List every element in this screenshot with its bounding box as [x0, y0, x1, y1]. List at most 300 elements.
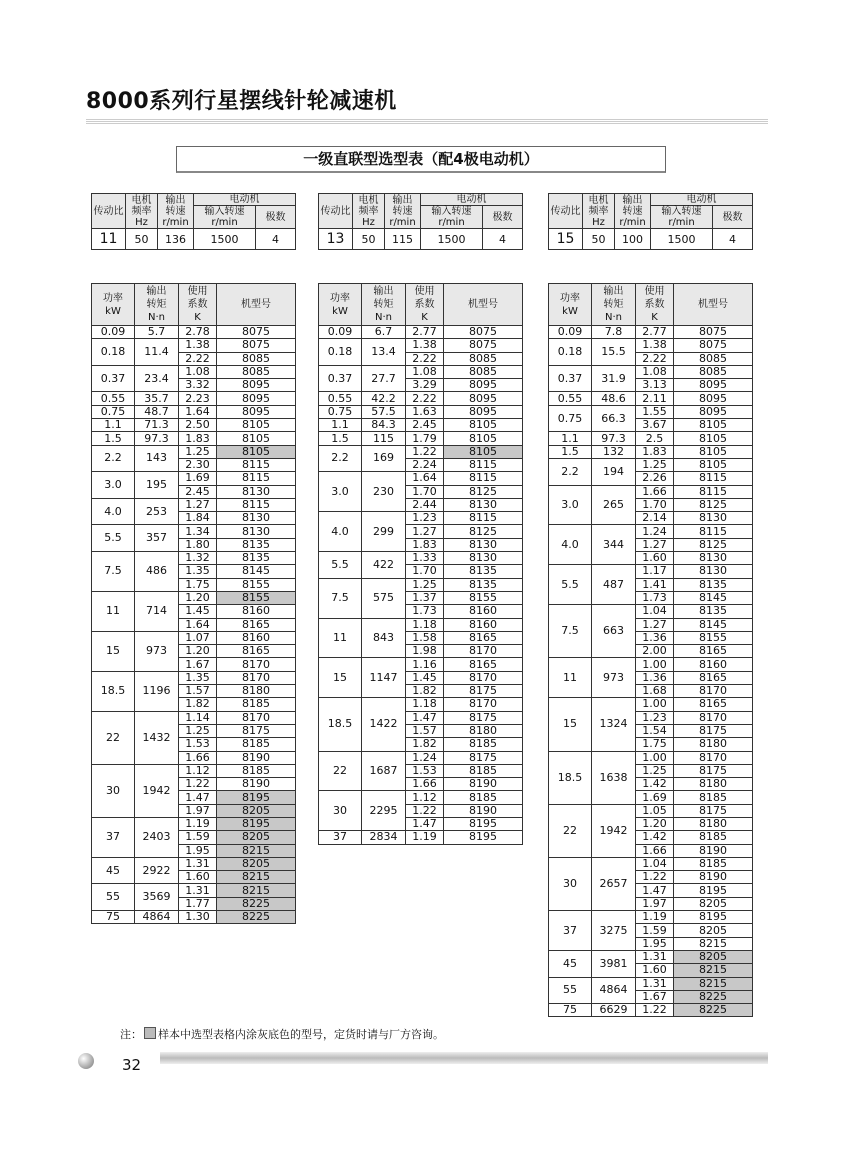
table-row — [92, 392, 296, 405]
freq-header-line: 频率 — [588, 205, 609, 217]
model-cell: 8115 — [444, 512, 523, 525]
factor-cell: 1.84 — [179, 512, 217, 525]
model-cell: 8115 — [217, 498, 296, 511]
model-cell: 8170 — [674, 685, 753, 698]
factor-header-line: 系数 — [644, 299, 665, 310]
power-cell: 3.0 — [92, 472, 135, 499]
torque-cell: 843 — [362, 618, 406, 658]
power-cell: 0.09 — [549, 326, 592, 339]
factor-cell: 1.25 — [636, 458, 674, 471]
factor-cell: 1.82 — [406, 738, 444, 751]
model-cell: 8135 — [444, 565, 523, 578]
torque-cell: 71.3 — [135, 419, 179, 432]
model-cell: 8130 — [217, 485, 296, 498]
model-cell: 8190 — [674, 844, 753, 857]
factor-cell: 1.95 — [179, 844, 217, 857]
factor-cell: 1.36 — [636, 671, 674, 684]
factor-cell: 2.26 — [636, 472, 674, 485]
torque-cell: 299 — [362, 512, 406, 552]
power-cell: 7.5 — [92, 552, 135, 592]
poles-header: 极数 — [256, 206, 296, 229]
torque-cell: 27.7 — [362, 365, 406, 392]
model-cell: 8130 — [444, 498, 523, 511]
factor-cell: 1.22 — [179, 778, 217, 791]
power-cell: 0.55 — [319, 392, 362, 405]
factor-cell: 1.24 — [636, 525, 674, 538]
power-cell: 22 — [549, 804, 592, 857]
power-cell: 3.0 — [549, 485, 592, 525]
table-row — [549, 525, 753, 538]
factor-cell: 1.31 — [179, 857, 217, 870]
torque-cell: 575 — [362, 578, 406, 618]
factor-cell: 1.98 — [406, 645, 444, 658]
table-row — [549, 432, 753, 445]
model-cell: 8160 — [217, 605, 296, 618]
model-header: 机型号 — [217, 284, 296, 326]
out-speed-header — [615, 194, 651, 229]
poles-value: 4 — [483, 229, 523, 250]
model-cell: 8105 — [674, 419, 753, 432]
model-cell: 8125 — [674, 538, 753, 551]
factor-cell: 1.83 — [636, 445, 674, 458]
section-title: 一级直联型选型表（配4极电动机） — [176, 146, 666, 173]
model-cell: 8165 — [444, 631, 523, 644]
out-speed-header-line: 输出 — [392, 194, 413, 206]
factor-cell: 2.77 — [406, 326, 444, 339]
model-cell: 8115 — [674, 525, 753, 538]
out-speed-header — [158, 194, 194, 229]
factor-cell: 1.08 — [636, 365, 674, 378]
power-cell: 45 — [92, 857, 135, 884]
factor-header-line: K — [194, 312, 201, 323]
model-cell: 8195 — [444, 831, 523, 844]
table-row — [549, 977, 753, 990]
table-row — [92, 339, 296, 352]
torque-cell: 5.7 — [135, 326, 179, 339]
factor-cell: 1.27 — [636, 618, 674, 631]
out-speed-header — [385, 194, 421, 229]
table-row — [92, 671, 296, 684]
model-cell: 8075 — [217, 326, 296, 339]
factor-cell: 2.30 — [179, 458, 217, 471]
table-row — [92, 911, 296, 924]
factor-cell: 2.22 — [179, 352, 217, 365]
torque-cell: 1147 — [362, 658, 406, 698]
torque-cell: 3981 — [592, 950, 636, 977]
torque-cell: 265 — [592, 485, 636, 525]
table-row — [319, 339, 523, 352]
factor-cell: 2.77 — [636, 326, 674, 339]
factor-cell: 1.45 — [406, 671, 444, 684]
factor-cell: 1.54 — [636, 724, 674, 737]
model-cell: 8155 — [444, 591, 523, 604]
table-row — [549, 445, 753, 458]
table-row — [92, 764, 296, 777]
torque-cell: 13.4 — [362, 339, 406, 366]
power-cell: 55 — [549, 977, 592, 1004]
note-text: 样本中选型表格内涂灰底色的型号，定货时请与厂方咨询。 — [158, 1028, 444, 1041]
table-row — [92, 884, 296, 897]
model-cell: 8195 — [217, 817, 296, 830]
model-cell: 8105 — [217, 445, 296, 458]
model-cell: 8170 — [217, 671, 296, 684]
model-cell: 8130 — [674, 565, 753, 578]
factor-cell: 1.77 — [179, 897, 217, 910]
table-row — [549, 804, 753, 817]
model-cell: 8085 — [217, 352, 296, 365]
in-speed-header-line: r/min — [211, 217, 238, 228]
factor-cell: 1.16 — [406, 658, 444, 671]
power-cell: 37 — [549, 911, 592, 951]
table-row — [549, 458, 753, 471]
torque-cell: 11.4 — [135, 339, 179, 366]
model-cell: 8185 — [674, 857, 753, 870]
model-cell: 8180 — [217, 685, 296, 698]
torque-cell: 132 — [592, 445, 636, 458]
torque-cell: 487 — [592, 565, 636, 605]
factor-cell: 1.00 — [636, 751, 674, 764]
factor-cell: 1.37 — [406, 591, 444, 604]
factor-cell: 1.53 — [406, 764, 444, 777]
power-cell: 15 — [319, 658, 362, 698]
model-cell: 8205 — [217, 804, 296, 817]
factor-cell: 1.07 — [179, 631, 217, 644]
table-row — [319, 658, 523, 671]
model-cell: 8215 — [674, 977, 753, 990]
factor-cell: 1.22 — [636, 1004, 674, 1017]
power-cell: 55 — [92, 884, 135, 911]
power-cell: 15 — [92, 631, 135, 671]
motor-header: 电动机 — [651, 194, 753, 206]
motor-header-table — [91, 193, 296, 250]
motor-header-table — [548, 193, 753, 250]
in-speed-header-line: r/min — [668, 217, 695, 228]
factor-cell: 1.25 — [179, 724, 217, 737]
power-cell: 4.0 — [319, 512, 362, 552]
table-row — [92, 445, 296, 458]
in-speed-header — [651, 206, 713, 229]
model-cell: 8130 — [217, 525, 296, 538]
model-cell: 8095 — [217, 405, 296, 418]
factor-header-line: 使用 — [187, 286, 208, 297]
torque-cell: 2922 — [135, 857, 179, 884]
table-row — [92, 419, 296, 432]
torque-cell: 663 — [592, 605, 636, 658]
factor-cell: 1.82 — [179, 698, 217, 711]
factor-cell: 1.19 — [636, 911, 674, 924]
note-prefix: 注： — [120, 1028, 142, 1041]
model-cell: 8105 — [444, 432, 523, 445]
model-cell: 8155 — [217, 591, 296, 604]
model-cell: 8160 — [674, 658, 753, 671]
power-cell: 5.5 — [549, 565, 592, 605]
model-cell: 8205 — [674, 950, 753, 963]
torque-cell: 1432 — [135, 711, 179, 764]
factor-cell: 1.57 — [179, 685, 217, 698]
torque-cell: 2657 — [592, 857, 636, 910]
factor-cell: 1.31 — [636, 977, 674, 990]
factor-cell: 1.70 — [406, 565, 444, 578]
model-cell: 8085 — [217, 365, 296, 378]
torque-cell: 422 — [362, 552, 406, 579]
in-speed-header-line: r/min — [438, 217, 465, 228]
footer-ball-icon — [78, 1053, 94, 1069]
power-cell: 18.5 — [549, 751, 592, 804]
power-cell: 0.37 — [92, 365, 135, 392]
torque-cell: 48.7 — [135, 405, 179, 418]
in-speed-value: 1500 — [421, 229, 483, 250]
model-cell: 8105 — [217, 419, 296, 432]
motor-header-table — [318, 193, 523, 250]
gray-swatch-icon — [144, 1027, 156, 1039]
factor-cell: 1.63 — [406, 405, 444, 418]
factor-cell: 3.29 — [406, 379, 444, 392]
factor-cell: 1.22 — [406, 445, 444, 458]
factor-cell: 1.60 — [179, 871, 217, 884]
factor-cell: 1.66 — [636, 485, 674, 498]
factor-cell: 1.42 — [636, 778, 674, 791]
power-cell: 4.0 — [92, 498, 135, 525]
torque-cell: 4864 — [592, 977, 636, 1004]
model-cell: 8165 — [217, 618, 296, 631]
model-cell: 8175 — [444, 685, 523, 698]
out-speed-value: 115 — [385, 229, 421, 250]
factor-header-line: K — [651, 312, 658, 323]
model-cell: 8095 — [444, 405, 523, 418]
table-row — [319, 698, 523, 711]
power-cell: 0.75 — [549, 405, 592, 432]
power-cell: 75 — [549, 1004, 592, 1017]
factor-header-line: 系数 — [414, 299, 435, 310]
factor-cell: 2.50 — [179, 419, 217, 432]
torque-cell: 1422 — [362, 698, 406, 751]
factor-cell: 1.35 — [179, 671, 217, 684]
table-row — [319, 472, 523, 485]
power-cell: 1.5 — [92, 432, 135, 445]
model-cell: 8130 — [444, 552, 523, 565]
model-cell: 8185 — [674, 791, 753, 804]
power-cell: 75 — [92, 911, 135, 924]
model-cell: 8105 — [674, 445, 753, 458]
page-title: 8000系列行星摆线针轮减速机 — [86, 89, 397, 114]
factor-cell: 1.32 — [179, 552, 217, 565]
factor-cell: 1.69 — [179, 472, 217, 485]
factor-cell: 1.60 — [636, 552, 674, 565]
factor-cell: 1.00 — [636, 658, 674, 671]
factor-cell: 1.20 — [179, 645, 217, 658]
power-cell: 0.55 — [549, 392, 592, 405]
factor-cell: 3.67 — [636, 419, 674, 432]
torque-cell: 97.3 — [135, 432, 179, 445]
motor-header: 电动机 — [194, 194, 296, 206]
model-cell: 8115 — [217, 472, 296, 485]
model-cell: 8105 — [444, 445, 523, 458]
factor-cell: 1.70 — [406, 485, 444, 498]
factor-cell: 3.32 — [179, 379, 217, 392]
model-cell: 8095 — [674, 405, 753, 418]
factor-cell: 1.64 — [179, 405, 217, 418]
table-row — [549, 485, 753, 498]
torque-cell: 973 — [135, 631, 179, 671]
model-cell: 8095 — [674, 379, 753, 392]
factor-cell: 2.45 — [179, 485, 217, 498]
factor-cell: 1.27 — [406, 525, 444, 538]
ratio-value: 11 — [92, 229, 126, 250]
model-cell: 8135 — [217, 538, 296, 551]
factor-cell: 1.83 — [406, 538, 444, 551]
freq-header — [126, 194, 158, 229]
power-cell: 1.1 — [319, 419, 362, 432]
model-cell: 8190 — [444, 778, 523, 791]
model-cell: 8170 — [444, 645, 523, 658]
factor-cell: 1.45 — [179, 605, 217, 618]
power-cell: 2.2 — [319, 445, 362, 472]
factor-cell: 1.47 — [179, 791, 217, 804]
factor-cell: 1.95 — [636, 937, 674, 950]
factor-cell: 1.69 — [636, 791, 674, 804]
factor-cell: 1.04 — [636, 857, 674, 870]
torque-header-line: N·n — [375, 312, 392, 323]
model-cell: 8130 — [444, 538, 523, 551]
factor-header-line: 使用 — [414, 286, 435, 297]
model-cell: 8225 — [674, 990, 753, 1003]
in-speed-header — [194, 206, 256, 229]
power-cell: 1.1 — [92, 419, 135, 432]
in-speed-header-line: 输入转速 — [661, 206, 702, 217]
model-cell: 8175 — [674, 764, 753, 777]
table-row — [319, 326, 523, 339]
factor-header — [406, 284, 444, 326]
model-cell: 8170 — [217, 711, 296, 724]
model-cell: 8185 — [444, 738, 523, 751]
table-row — [319, 751, 523, 764]
table-row — [549, 658, 753, 671]
ratio-value: 15 — [549, 229, 583, 250]
power-header-line: 功率 — [560, 292, 580, 304]
table-row — [549, 698, 753, 711]
ratio-value: 13 — [319, 229, 353, 250]
factor-cell: 1.20 — [636, 817, 674, 830]
model-cell: 8145 — [674, 618, 753, 631]
model-cell: 8115 — [444, 472, 523, 485]
table-row — [92, 591, 296, 604]
model-cell: 8145 — [674, 591, 753, 604]
power-header-line: 功率 — [103, 292, 123, 304]
factor-cell: 1.58 — [406, 631, 444, 644]
torque-cell: 23.4 — [135, 365, 179, 392]
torque-cell: 3275 — [592, 911, 636, 951]
power-cell: 30 — [92, 764, 135, 817]
torque-cell: 4864 — [135, 911, 179, 924]
ratio-header: 传动比 — [92, 194, 126, 229]
torque-header-line: N·n — [148, 312, 165, 323]
model-cell: 8160 — [217, 631, 296, 644]
model-cell: 8075 — [444, 339, 523, 352]
torque-header-line: 转矩 — [146, 299, 167, 310]
factor-cell: 1.59 — [179, 831, 217, 844]
freq-header — [583, 194, 615, 229]
model-cell: 8125 — [444, 525, 523, 538]
factor-cell: 1.18 — [406, 618, 444, 631]
table-row — [92, 405, 296, 418]
factor-cell: 1.27 — [636, 538, 674, 551]
in-speed-value: 1500 — [651, 229, 713, 250]
table-row — [92, 857, 296, 870]
factor-cell: 1.20 — [179, 591, 217, 604]
table-row — [319, 552, 523, 565]
factor-cell: 1.08 — [179, 365, 217, 378]
torque-cell: 2295 — [362, 791, 406, 831]
torque-cell: 66.3 — [592, 405, 636, 432]
torque-cell: 2403 — [135, 817, 179, 857]
torque-cell: 143 — [135, 445, 179, 472]
torque-cell: 1638 — [592, 751, 636, 804]
selection-table — [318, 283, 523, 845]
factor-cell: 2.11 — [636, 392, 674, 405]
torque-cell: 2834 — [362, 831, 406, 844]
power-cell: 0.09 — [92, 326, 135, 339]
factor-cell: 1.08 — [406, 365, 444, 378]
power-cell: 1.5 — [549, 445, 592, 458]
model-cell: 8195 — [674, 911, 753, 924]
table-row — [549, 911, 753, 924]
table-row — [92, 498, 296, 511]
factor-cell: 1.60 — [636, 964, 674, 977]
out-speed-value: 100 — [615, 229, 651, 250]
torque-cell: 195 — [135, 472, 179, 499]
power-cell: 15 — [549, 698, 592, 751]
ratio-header: 传动比 — [549, 194, 583, 229]
power-header-line: kW — [562, 305, 578, 317]
power-header — [319, 284, 362, 326]
power-cell: 2.2 — [549, 458, 592, 485]
model-cell: 8185 — [217, 764, 296, 777]
freq-header-line: 电机 — [131, 194, 152, 206]
torque-cell: 31.9 — [592, 365, 636, 392]
model-header: 机型号 — [444, 284, 523, 326]
torque-header-line: N·n — [605, 312, 622, 323]
power-header — [549, 284, 592, 326]
model-cell: 8225 — [217, 897, 296, 910]
model-cell: 8155 — [217, 578, 296, 591]
torque-cell: 714 — [135, 591, 179, 631]
power-cell: 7.5 — [319, 578, 362, 618]
power-cell: 7.5 — [549, 605, 592, 658]
torque-header-line: 输出 — [146, 286, 167, 297]
model-cell: 8115 — [674, 472, 753, 485]
model-cell: 8130 — [674, 552, 753, 565]
factor-cell: 1.80 — [179, 538, 217, 551]
model-cell: 8180 — [444, 724, 523, 737]
table-row — [92, 472, 296, 485]
model-cell: 8135 — [674, 605, 753, 618]
model-cell: 8160 — [444, 605, 523, 618]
factor-cell: 2.45 — [406, 419, 444, 432]
factor-cell: 1.53 — [179, 738, 217, 751]
factor-cell: 1.34 — [179, 525, 217, 538]
torque-cell: 6.7 — [362, 326, 406, 339]
power-cell: 1.5 — [319, 432, 362, 445]
model-cell: 8215 — [217, 884, 296, 897]
table-row — [549, 950, 753, 963]
factor-cell: 1.31 — [636, 950, 674, 963]
model-cell: 8215 — [674, 937, 753, 950]
model-cell: 8095 — [444, 392, 523, 405]
torque-cell: 1324 — [592, 698, 636, 751]
factor-cell: 1.64 — [406, 472, 444, 485]
model-cell: 8190 — [217, 751, 296, 764]
model-cell: 8095 — [217, 379, 296, 392]
